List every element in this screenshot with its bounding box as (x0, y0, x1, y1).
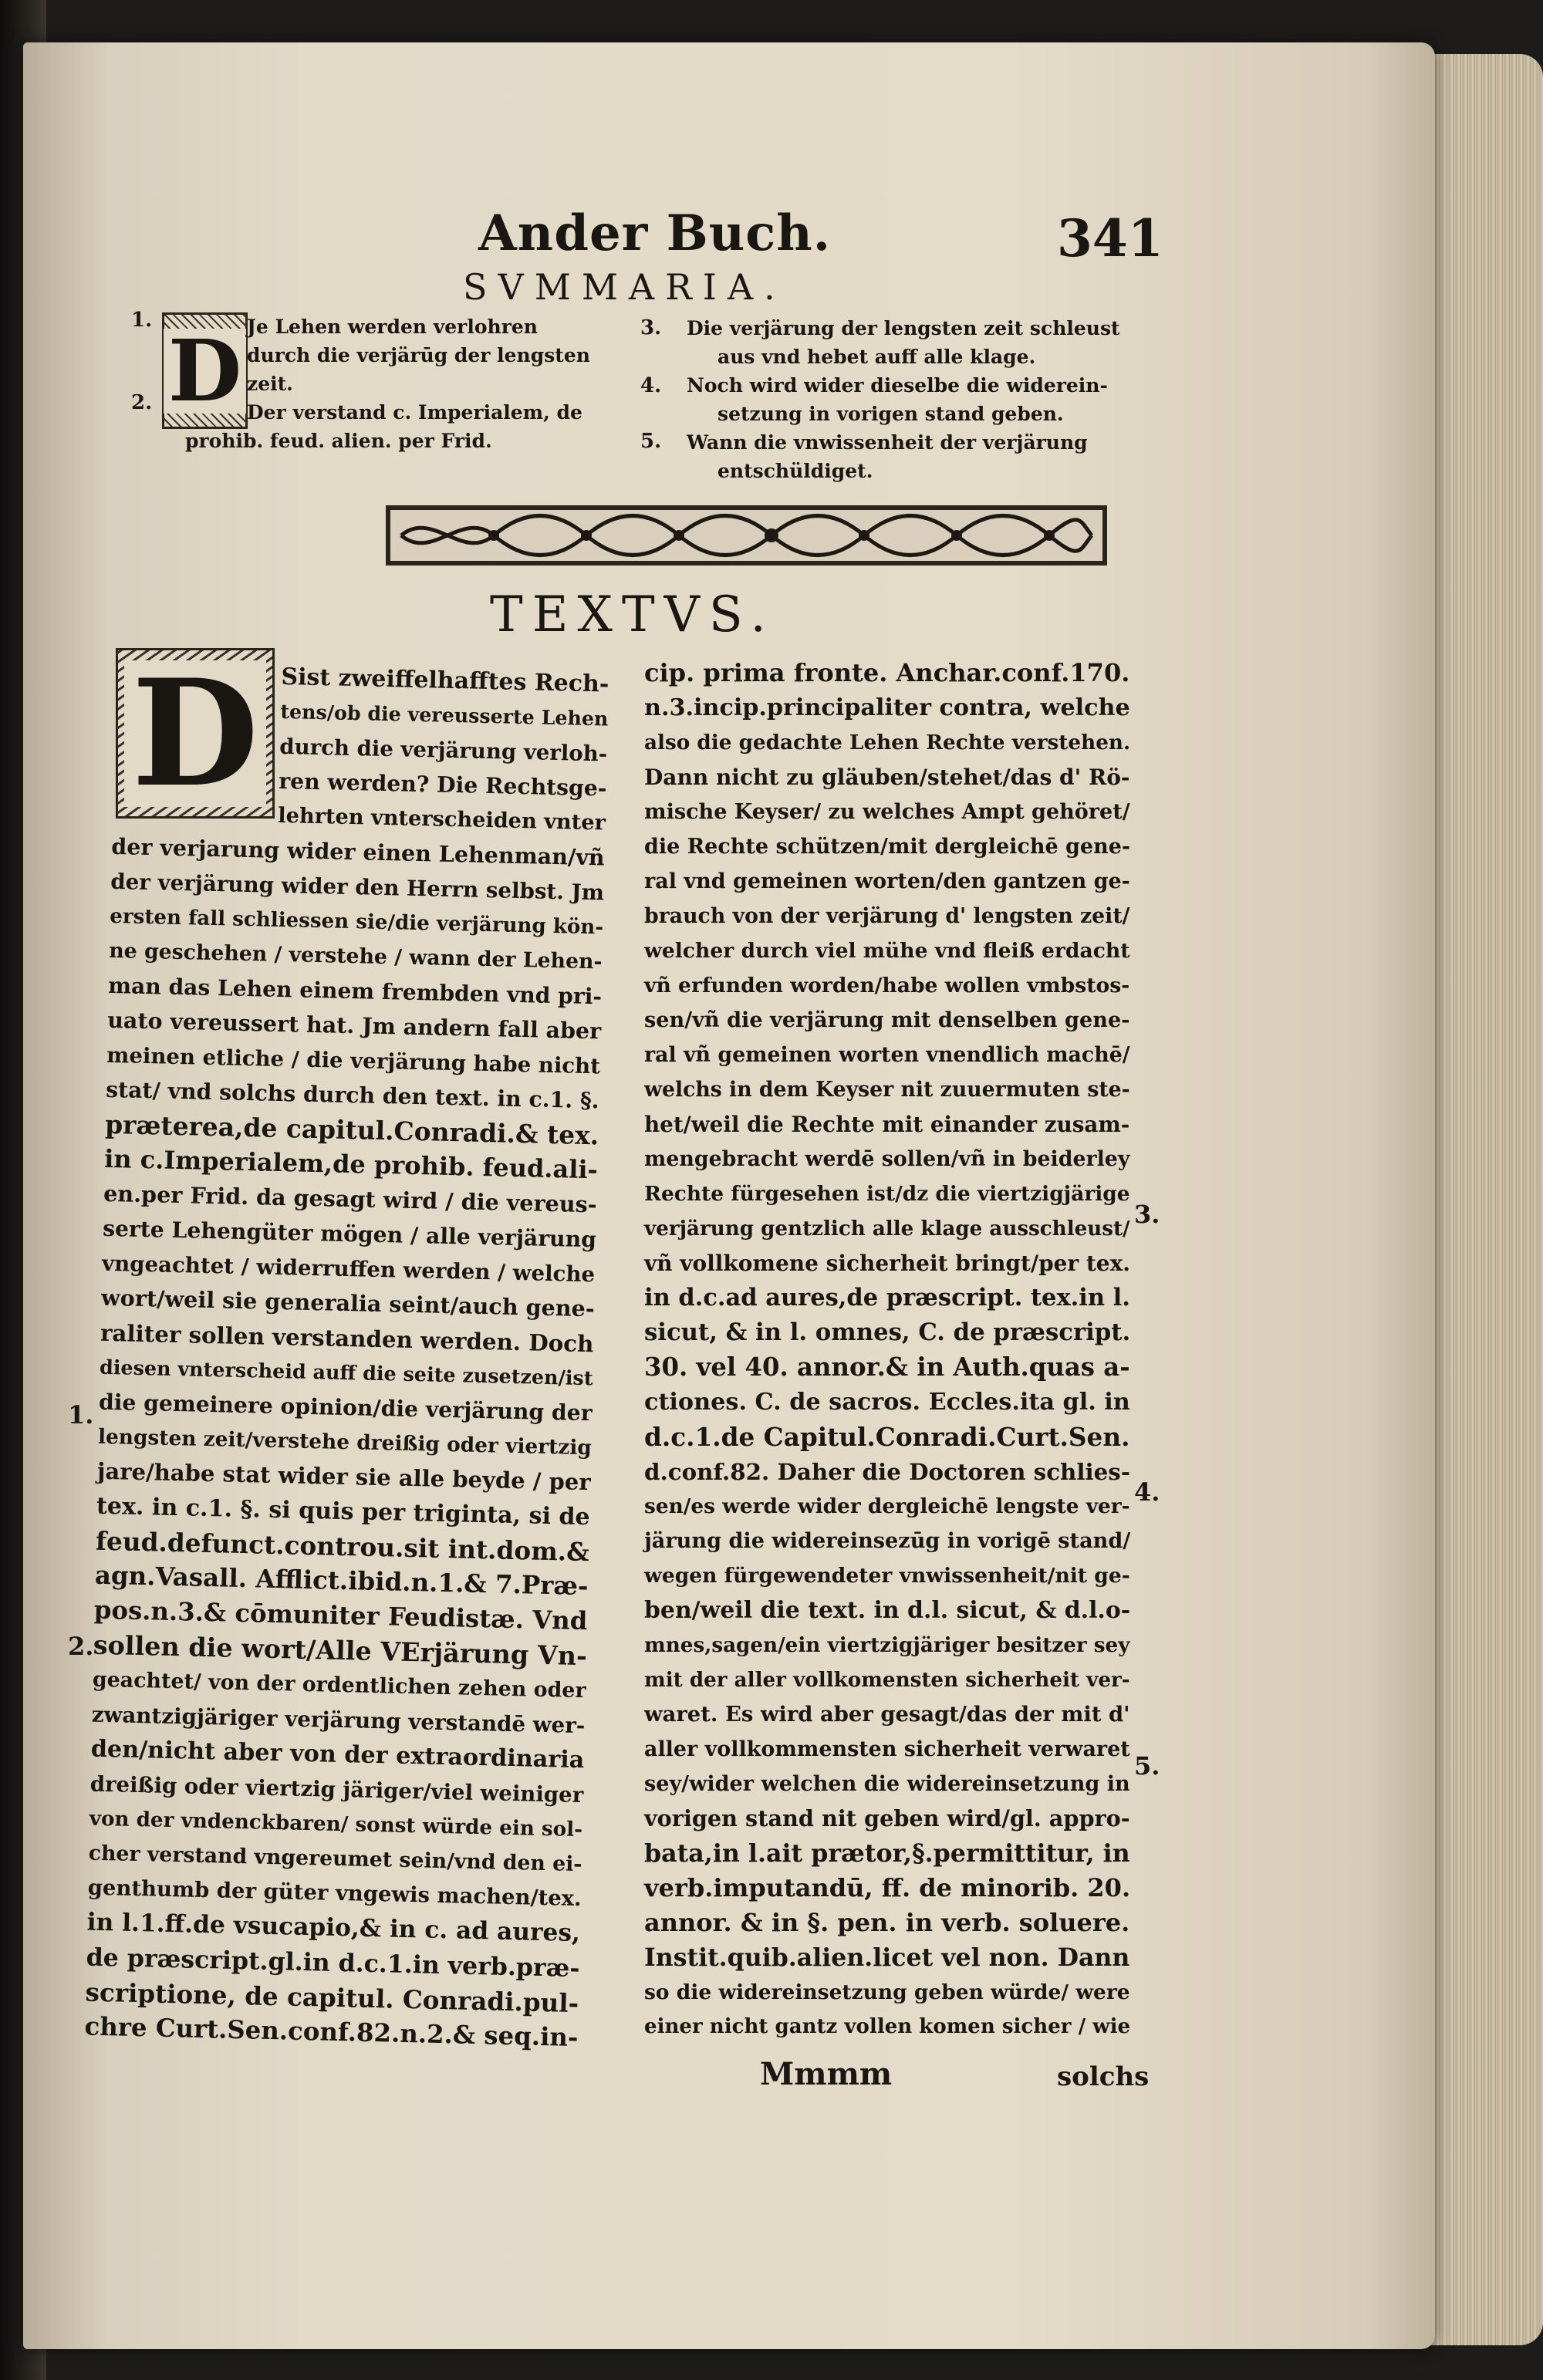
text-line: chre Curt.Sen.conf.82.n.2.& seq.in- (84, 2011, 579, 2053)
text-line: in c.Imperialem,de prohib. feud.ali- (103, 1143, 599, 1185)
margin-note-number: 1. (68, 1400, 94, 1430)
textus-left-column (84, 656, 609, 2055)
page-number: 341 (1057, 208, 1163, 268)
text-line: durch die verjärung verloh- (279, 733, 608, 767)
text-line: in d.c.ad aures,de præscript. tex.in l. (644, 1284, 1130, 1312)
text-line: lengsten zeit/verstehe dreißig oder viertzig (97, 1424, 593, 1460)
text-line: agn.Vasall. Afflict.ibid.n.1.& 7.Præ- (94, 1560, 589, 1602)
text-line: jare/habe stat wider sie alle beyde / per (96, 1457, 592, 1496)
text-line: mnes,sagen/ein viertzigjäriger besitzer sey (644, 1633, 1130, 1657)
text-line: mengebracht werdē sollen/vñ in beiderley (644, 1147, 1130, 1171)
text-line: die Rechte schützen/mit dergleichē gene- (644, 835, 1131, 859)
text-line: also die gedachte Lehen Rechte verstehen. (644, 731, 1131, 755)
summaria-item: setzung in vorigen stand geben. (717, 403, 1064, 425)
text-line: so die widereinsetzung geben würde/ were (644, 1980, 1130, 2004)
text-line: vorigen stand nit geben wird/gl. appro- (644, 1805, 1130, 1831)
text-line: Rechte fürgesehen ist/dz die viertzigjärige (644, 1182, 1130, 1206)
text-line: sey/wider welchen die widereinsetzung in (644, 1772, 1130, 1796)
text-line: man das Lehen einem frembden vnd pri- (107, 972, 603, 1010)
summaria-number: 4. (640, 374, 662, 397)
text-line: tens/ob die vereusserte Lehen (280, 699, 609, 731)
text-line: sicut, & in l. omnes, C. de præscript. (644, 1318, 1131, 1346)
text-line: von der vndenckbaren/ sonst würde ein sol- (89, 1806, 583, 1842)
summaria-number: 3. (640, 316, 662, 339)
text-line: serte Lehengüter mögen / alle verjärung (102, 1215, 597, 1253)
text-line: die gemeinere opinion/die verjärung der (98, 1389, 593, 1426)
text-line: verjärung gentzlich alle klage ausschleust/ (644, 1217, 1130, 1241)
page-fore-edge (1420, 54, 1543, 2345)
running-head: Ander Buch. (478, 204, 832, 262)
signature-mark: Mmmm (760, 2056, 893, 2092)
text-line: annor. & in §. pen. in verb. soluere. (644, 1908, 1130, 1937)
summaria-item: prohib. feud. alien. per Frid. (185, 430, 492, 452)
text-line: vñ vollkomene sicherheit bringt/per tex. (644, 1251, 1130, 1276)
text-line: ne geschehen / verstehe / wann der Lehen- (108, 938, 603, 974)
text-line: vñ erfunden worden/habe wollen vmbstos- (644, 974, 1130, 998)
catchword: solchs (1057, 2061, 1150, 2092)
text-line: feud.defunct.controu.sit int.dom.& (95, 1525, 590, 1568)
text-line: ersten fall schliessen sie/die verjärung kön- (109, 903, 604, 940)
textus-heading: TEXTVS. (490, 586, 775, 643)
margin-note-number: 5. (1134, 1751, 1160, 1781)
summaria-right-column (687, 314, 1120, 485)
summaria-item: zeit. (247, 373, 293, 395)
textus-right-column (644, 656, 1130, 2044)
margin-note-number: 3. (1134, 1200, 1160, 1229)
text-line: het/weil die Rechte mit einander zusam- (644, 1112, 1130, 1137)
text-line: einer nicht gantz vollen komen sicher / wie (644, 2015, 1131, 2038)
text-line: sen/es werde wider dergleichē lengste ver- (644, 1494, 1130, 1518)
text-line: diesen vnterscheid auff die seite zusetzen/ist (99, 1355, 593, 1390)
text-line: brauch von der verjärung d' lengsten zeit/ (644, 904, 1130, 928)
ornamental-band (386, 505, 1107, 565)
summaria-dropcap: D (162, 312, 248, 429)
text-line: welcher durch viel mühe vnd fleiß erdacht (644, 939, 1130, 963)
text-line: genthumb der güter vngewis machen/tex. (87, 1875, 582, 1912)
text-line: sollen die wort/Alle VErjärung Vn- (93, 1629, 588, 1672)
text-line: mische Keyser/ zu welches Ampt gehöret/ (644, 800, 1130, 824)
text-line: welchs in dem Keyser nit zuuermuten ste- (644, 1078, 1130, 1102)
text-line: 30. vel 40. annor.& in Auth.quas a- (644, 1352, 1130, 1382)
text-line: sen/vñ die verjärung mit denselben gene- (644, 1008, 1130, 1032)
summaria-heading: SVMMARIA. (463, 266, 786, 308)
text-line: in l.1.ff.de vsucapio,& in c. ad aures, (86, 1908, 581, 1948)
text-line: aller vollkommensten sicherheit verwaret (644, 1737, 1130, 1761)
text-line: d.c.1.de Capitul.Conradi.Curt.Sen. (644, 1422, 1130, 1452)
summaria-left-tail (185, 427, 492, 455)
text-line: de præscript.gl.in d.c.1.in verb.præ- (86, 1943, 580, 1983)
text-line: wort/weil sie generalia seint/auch gene- (100, 1284, 596, 1322)
text-line: den/nicht aber von der extraordinaria (90, 1735, 585, 1774)
text-line: ren werden? Die Rechtsge- (278, 768, 607, 802)
text-line: dreißig oder viertzig järiger/viel weiniger (89, 1771, 584, 1808)
text-line: tex. in c.1. §. si quis per triginta, si de (96, 1492, 591, 1531)
text-line: verb.imputandū, ff. de minorib. 20. (644, 1873, 1131, 1902)
text-line: der verjärung wider den Herrn selbst. Jm (110, 868, 605, 906)
text-line: Instit.quib.alien.licet vel non. Dann (644, 1943, 1130, 1972)
text-line: waret. Es wird aber gesagt/das der mit d' (644, 1702, 1130, 1727)
summaria-left-column (247, 312, 590, 427)
summaria-item: Der verstand c. Imperialem, de (247, 401, 582, 424)
text-line: der verjarung wider einen Lehenman/vñ (111, 832, 606, 871)
text-line: cher verstand vngereumet sein/vnd den ei- (88, 1841, 582, 1877)
text-line: vngeachtet / widerruffen werden / welche (101, 1250, 596, 1288)
text-line: pos.n.3.& cōmuniter Feudistæ. Vnd (93, 1595, 588, 1636)
margin-note-number: 2. (68, 1632, 94, 1661)
text-line: geachtet/ von der ordentlichen zehen oder (92, 1667, 586, 1703)
text-line: Dann nicht zu gläuben/stehet/das d' Rö- (644, 765, 1130, 790)
text-line: raliter sollen verstanden werden. Doch (100, 1318, 594, 1358)
text-line: ben/weil die text. in d.l. sicut, & d.l.o- (644, 1597, 1131, 1624)
text-line: lehrten vnterscheiden vnter (277, 802, 606, 836)
text-line: n.3.incip.principaliter contra, welche (644, 694, 1130, 721)
text-line: præterea,de capitul.Conradi.& tex. (104, 1109, 599, 1151)
text-line: d.conf.82. Daher die Doctoren schlies- (644, 1458, 1130, 1485)
text-line: meinen etliche / die verjärung habe nicht (106, 1041, 601, 1079)
text-line: Sist zweiffelhafftes Rech- (281, 663, 609, 698)
textus-dropcap: D (116, 648, 275, 819)
text-line: uato vereussert hat. Jm andern fall aber (106, 1006, 602, 1045)
text-line: mit der aller vollkomensten sicherheit ver- (644, 1668, 1130, 1692)
summaria-number: 2. (131, 391, 153, 414)
text-line: en.per Frid. da gesagt wird / die vereus- (103, 1180, 598, 1218)
summaria-number: 5. (640, 430, 662, 453)
summaria-item: Wann die vnwissenheit der verjärung (687, 431, 1088, 454)
text-line: ral vñ gemeinen worten vnendlich machē/ (644, 1043, 1130, 1067)
summaria-item: Je Lehen werden verlohren (247, 316, 538, 338)
summaria-number: 1. (131, 309, 153, 332)
summaria-item: Die verjärung der lengsten zeit schleust (687, 317, 1120, 339)
summaria-item: durch die verjärūg der lengsten (247, 344, 590, 366)
summaria-item: Noch wird wider dieselbe die widerein- (687, 374, 1108, 397)
text-line: ral vnd gemeinen worten/den gantzen ge- (644, 869, 1130, 893)
summaria-item: entschüldiget. (717, 460, 873, 482)
text-line: zwantzigjäriger verjärung verstandē wer- (91, 1701, 586, 1739)
text-line: järung die widereinsezūg in vorigē stand/ (644, 1529, 1131, 1553)
text-line: bata,in l.ait prætor,§.permittitur, in (644, 1839, 1130, 1868)
text-line: wegen fürgewendeter vnwissenheit/nit ge- (644, 1564, 1130, 1588)
summaria-item: aus vnd hebet auff alle klage. (717, 346, 1036, 368)
text-line: scriptione, de capitul. Conradi.pul- (85, 1977, 579, 2019)
text-line: cip. prima fronte. Anchar.conf.170. (644, 658, 1130, 687)
text-line: ctiones. C. de sacros. Eccles.ita gl. in (644, 1389, 1130, 1416)
margin-note-number: 4. (1134, 1477, 1160, 1507)
text-line: stat/ vnd solchs durch den text. in c.1. §. (105, 1075, 599, 1114)
